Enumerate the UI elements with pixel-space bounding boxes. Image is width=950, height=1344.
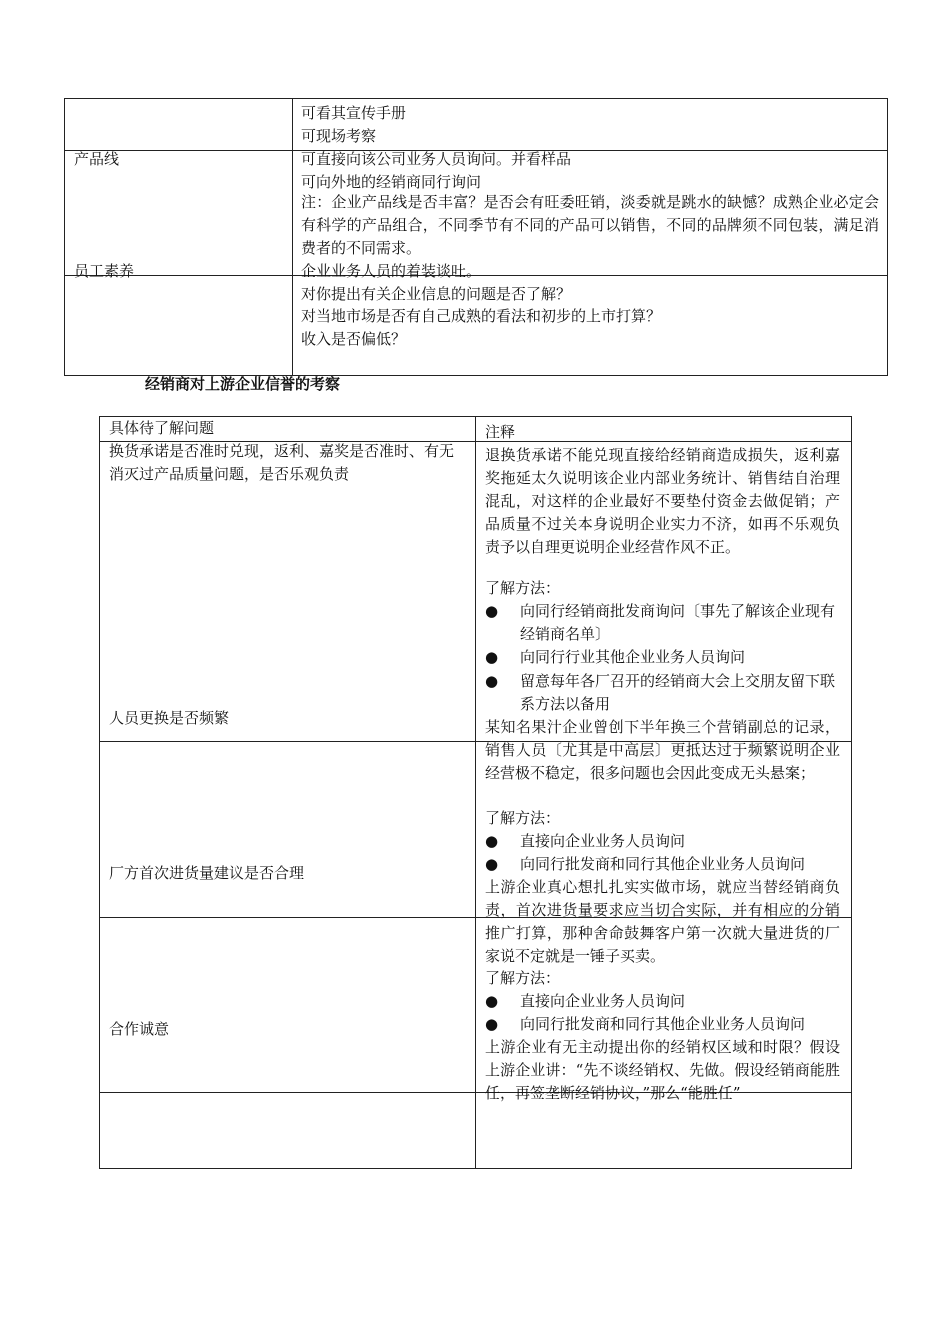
table-column-divider <box>475 417 476 1168</box>
row2-line-2: 对当地市场是否有自己成熟的看法和初步的上市打算？ <box>301 307 662 325</box>
question-cooperation: 合作诚意 <box>109 1020 170 1038</box>
method-label: 了解方法： <box>485 579 561 597</box>
product-line-label: 产品线 <box>74 150 120 168</box>
bullet-icon: ● <box>485 672 499 690</box>
question-first-order: 厂方首次进货量建议是否合理 <box>109 864 305 882</box>
staff-quality-label: 员工素养 <box>74 262 135 280</box>
bullet-icon: ● <box>485 855 499 873</box>
bullet-icon: ● <box>485 832 499 850</box>
product-line-note: 注：企业产品线是否丰富？是否会有旺委旺销，淡委就是跳水的缺憾？成熟企业必定会有科学的产品组合，不同季节有不同的产品可以销售，不同的品牌须不同包装，满足消费者的不同需求。 <box>301 193 879 257</box>
row0-line-2: 可现场考察 <box>301 127 377 145</box>
bullet-icon: ● <box>485 1015 499 1033</box>
row1-line-1: 可直接向该公司业务人员询问。并看样品 <box>301 150 572 168</box>
header-note: 注释 <box>485 423 516 441</box>
note-cooperation: 上游企业有无主动提出你的经销权区域和时限？假设上游企业讲：“先不谈经销权、先做。假设经销商能胜任，再签垄断经销协议，”那么“能胜任” <box>485 1038 840 1102</box>
note-first-order: 上游企业真心想扎扎实实做市场，就应当替经销商负责，首次进货量要求应当切合实际，并有相应的分销推广打算，那种舍命鼓舞客户第一次就大量进货的厂家说不定就是一锤子买卖。 <box>485 878 840 965</box>
note-staff-turnover: 某知名果汁企业曾创下半年换三个营销副总的记录，销售人员〔尤其是中高层〕更抵达过于频繁说明企业经营极不稳定，很多问题也会因此变成无头悬案； <box>485 718 840 782</box>
row0-line-1: 可看其宣传手册 <box>301 104 407 122</box>
method-label: 了解方法： <box>485 809 561 827</box>
table-column-divider <box>292 99 293 375</box>
section-heading: 经销商对上游企业信誉的考察 <box>145 375 341 393</box>
bullet-icon: ● <box>485 602 499 620</box>
method-label: 了解方法： <box>485 969 561 987</box>
question-return-promise: 换货承诺是否准时兑现，返利、嘉奖是否准时、有无消灭过产品质量问题，是否乐观负责 <box>109 442 455 483</box>
bullet-icon: ● <box>485 992 499 1010</box>
row1-line-2: 可向外地的经销商同行询问 <box>301 173 482 191</box>
bullet-icon: ● <box>485 648 499 666</box>
row2-line-1: 对你提出有关企业信息的问题是否了解？ <box>301 285 572 303</box>
header-question: 具体待了解问题 <box>109 419 215 437</box>
row2-line-3: 收入是否偏低？ <box>301 330 407 348</box>
note-return-promise: 退换货承诺不能兑现直接给经销商造成损失，返利嘉奖拖延太久说明该企业内部业务统计、销售结自治理混乱，对这样的企业最好不要垫付资金去做促销；产品质量不过关本身说明企业实力不济，如再不乐观负责予以自理更说明企业经营作风不正。 <box>485 446 840 556</box>
question-staff-turnover: 人员更换是否频繁 <box>109 709 230 727</box>
row1-tail: 企业业务人员的着装谈吐。 <box>301 262 482 280</box>
